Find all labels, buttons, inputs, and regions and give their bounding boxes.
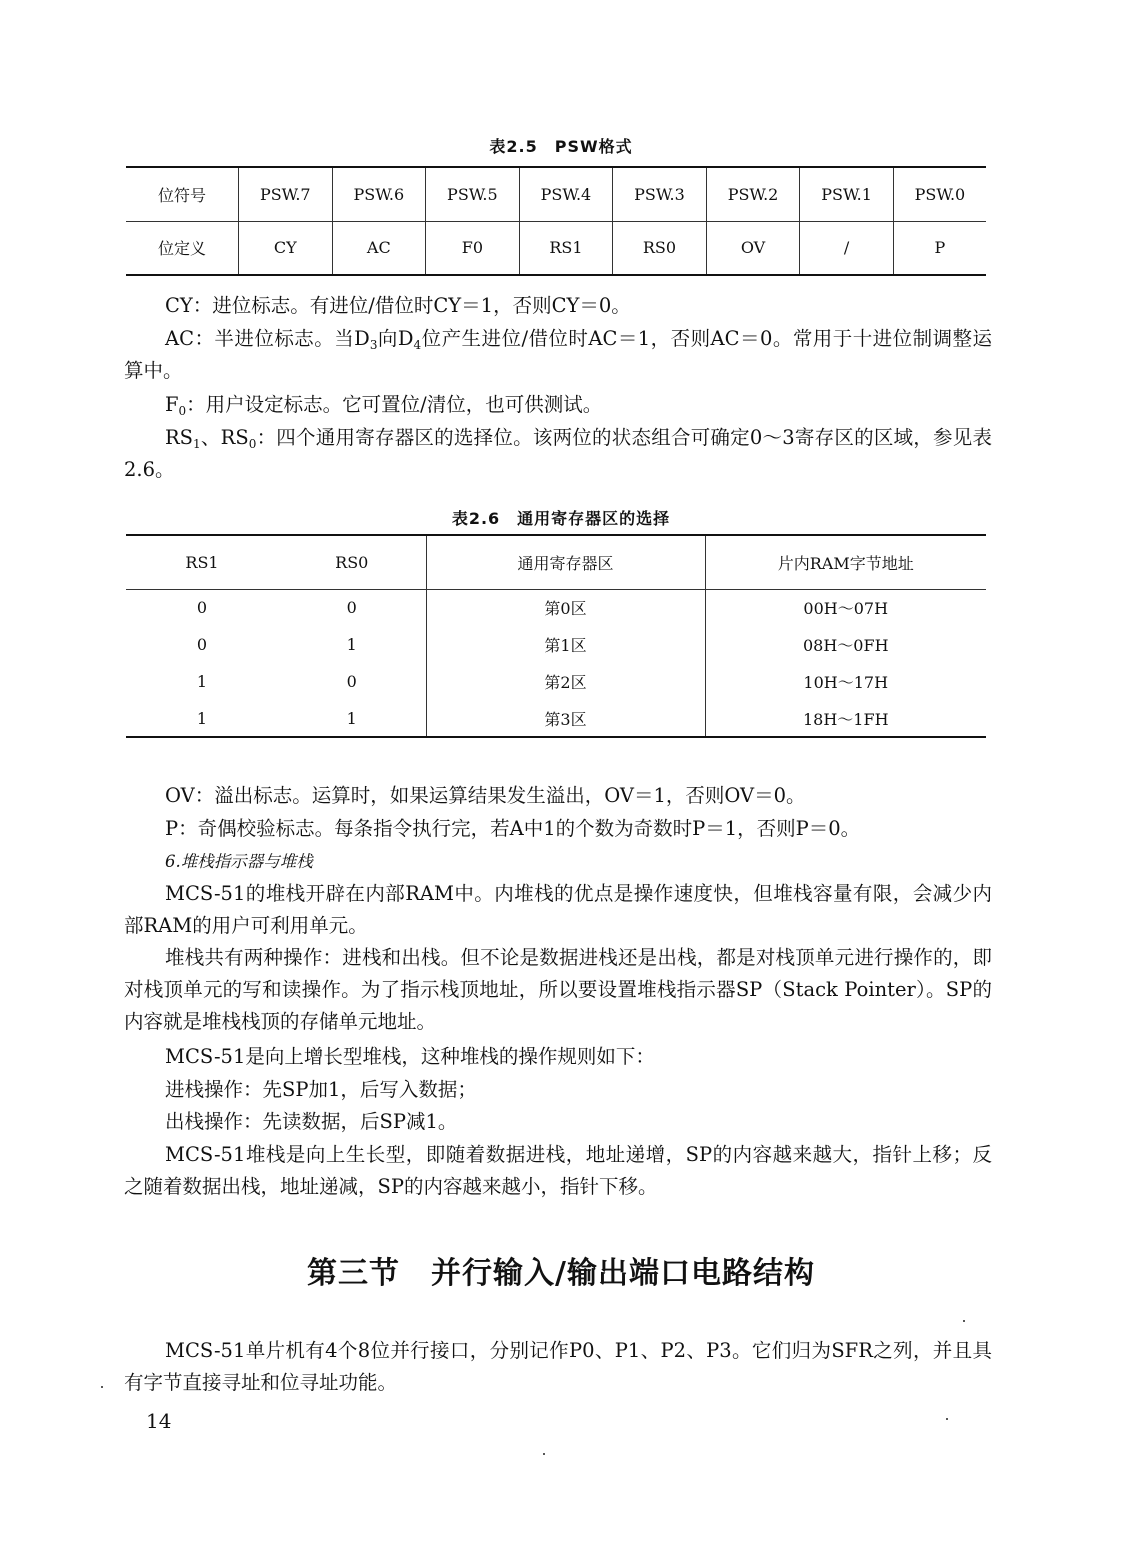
subsection-heading: 6.堆栈指示器与堆栈 xyxy=(165,852,313,871)
table-cell: 18H～1FH xyxy=(705,700,986,737)
table-cell: 第1区 xyxy=(426,626,705,663)
column-header: 片内RAM字节地址 xyxy=(705,535,986,589)
table-cell: / xyxy=(800,221,894,275)
scan-speck xyxy=(543,1453,545,1455)
text-run: 位产生进位/借位时AC＝1，否则AC＝0。常用于十进位制调整运算中。 xyxy=(124,327,992,382)
text-run: 、RS xyxy=(200,426,249,449)
text-run: RS xyxy=(165,426,194,449)
paragraph-p: P：奇偶校验标志。每条指令执行完，若A中1的个数为奇数时P＝1，否则P＝0。 xyxy=(165,817,861,840)
table-cell: 1 xyxy=(196,672,208,691)
scan-speck xyxy=(101,1386,103,1388)
table-cell: PSW.3 xyxy=(613,167,707,221)
paragraph-cy: CY：进位标志。有进位/借位时CY＝1，否则CY＝0。 xyxy=(165,294,631,317)
table-cell: 0 xyxy=(346,598,357,618)
table-cell: PSW.7 xyxy=(239,167,333,221)
table-cell: 0 xyxy=(196,598,208,618)
subscript: 1 xyxy=(193,437,201,451)
table-cell: 第0区 xyxy=(426,589,705,626)
text-run: F xyxy=(165,393,179,416)
table-row xyxy=(126,589,986,626)
table-cell: 第3区 xyxy=(426,700,705,737)
paragraph-push: 进栈操作：先SP加1，后写入数据； xyxy=(165,1078,477,1101)
table-header-row xyxy=(126,535,986,589)
table-row xyxy=(126,626,986,663)
paragraph-ov: OV：溢出标志。运算时，如果运算结果发生溢出，OV＝1，否则OV＝0。 xyxy=(165,784,806,807)
paragraph-stack-rule: MCS-51是向上增长型堆栈，这种堆栈的操作规则如下： xyxy=(165,1045,655,1068)
table-cell: PSW.0 xyxy=(893,167,986,221)
subscript: 0 xyxy=(178,404,187,418)
table-cell: 1 xyxy=(196,708,208,728)
subscript: 4 xyxy=(413,338,422,352)
table-cell: P xyxy=(893,221,986,275)
paragraph-stack-ram: MCS-51的堆栈开辟在内部RAM中。内堆栈的优点是操作速度快，但堆栈容量有限，会减少内部RAM的用户可利用单元。 xyxy=(124,882,992,937)
paragraph-pop: 出栈操作：先读数据，后SP减1。 xyxy=(165,1110,458,1133)
scan-speck xyxy=(963,1320,965,1322)
table-cell: CY xyxy=(239,221,333,275)
table-cell: F0 xyxy=(426,221,520,275)
row-label: 位符号 xyxy=(157,185,206,205)
row-label: 位定义 xyxy=(126,221,239,275)
register-bank-table xyxy=(126,534,986,738)
text-run: ：用户设定标志。它可置位/清位，也可供测试。 xyxy=(186,393,603,416)
subscript: 0 xyxy=(248,437,257,451)
page-number: 14 xyxy=(146,1409,172,1433)
table-cell: 第2区 xyxy=(426,663,705,700)
table-cell: 1 xyxy=(346,708,357,728)
table-cell: AC xyxy=(332,221,426,275)
table-cell: 0 xyxy=(346,672,357,691)
table-cell: PSW.6 xyxy=(332,167,426,221)
table-row xyxy=(126,221,986,275)
table-cell: PSW.4 xyxy=(519,167,613,221)
table-cell: PSW.2 xyxy=(706,167,800,221)
table-2-6-caption: 表2.6 通用寄存器区的选择 xyxy=(451,509,671,528)
table-cell: 08H～0FH xyxy=(705,626,986,663)
paragraph-rs xyxy=(124,422,992,486)
table-cell: 0 xyxy=(196,635,208,654)
table-cell: 1 xyxy=(346,635,357,654)
text-run: ：四个通用寄存器区的选择位。该两位的状态组合可确定0～3寄存区的区域，参见表2.6。 xyxy=(124,426,992,481)
paragraph-ac xyxy=(124,323,992,387)
table-row xyxy=(126,700,986,737)
table-cell: 10H～17H xyxy=(705,663,986,700)
paragraph-f0 xyxy=(124,389,992,421)
table-cell: RS0 xyxy=(613,221,707,275)
table-cell: PSW.5 xyxy=(426,167,520,221)
text-run: 向D xyxy=(377,327,414,350)
text-run: AC：半进位标志。当D xyxy=(165,327,370,350)
table-row xyxy=(126,663,986,700)
column-header: 通用寄存器区 xyxy=(426,535,705,589)
paragraph-ports-intro: MCS-51单片机有4个8位并行接口，分别记作P0、P1、P2、P3。它们归为SFR之列，并且具有字节直接寻址和位寻址功能。 xyxy=(124,1339,992,1394)
scan-speck xyxy=(946,1418,948,1420)
table-cell: OV xyxy=(706,221,800,275)
section-title: 第三节 并行输入/输出端口电路结构 xyxy=(307,1256,815,1291)
table-2-5-caption: 表2.5 PSW格式 xyxy=(489,137,633,156)
table-cell: PSW.1 xyxy=(800,167,894,221)
psw-format-table xyxy=(126,166,986,276)
paragraph-stack-growth: MCS-51堆栈是向上生长型，即随着数据进栈，地址递增，SP的内容越来越大，指针上移；反之随着数据出栈，地址递减，SP的内容越来越小，指针下移。 xyxy=(124,1143,992,1198)
subscript: 3 xyxy=(369,338,378,352)
table-row xyxy=(126,167,986,221)
paragraph-stack-ops: 堆栈共有两种操作：进栈和出栈。但不论是数据进栈还是出栈，都是对栈顶单元进行操作的，即对栈顶单元的写和读操作。为了指示栈顶地址，所以要设置堆栈指示器SP（Stack Pointer）。SP的内容就是堆栈栈顶的存储单元地址。 xyxy=(124,946,992,1033)
column-header: RS0 xyxy=(278,535,426,589)
table-cell: 00H～07H xyxy=(705,589,986,626)
table-cell: RS1 xyxy=(519,221,613,275)
column-header: RS1 xyxy=(126,535,278,589)
